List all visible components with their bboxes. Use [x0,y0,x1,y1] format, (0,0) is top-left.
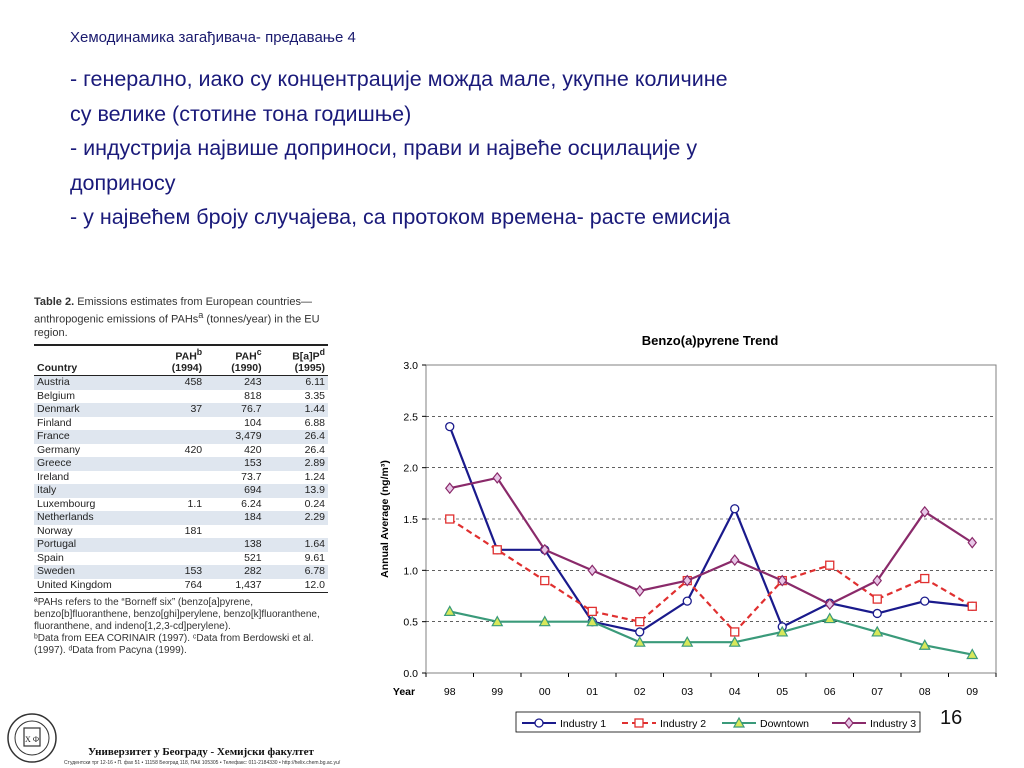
col-pah-1990: PAH$^c$ (1990) [205,345,264,376]
cell-pah-1990: 243 [205,376,264,390]
bullet-list [70,62,970,235]
data-point [588,607,596,615]
cell-bap-1995: 0.24 [304,497,325,510]
x-tick-label: 04 [728,686,741,698]
x-tick-label: 07 [871,686,884,698]
data-point [731,505,739,513]
cell-pah-1990: 6.24 [241,497,262,510]
cell-pah-1994: 153 [146,565,205,579]
cell-country: Denmark [34,403,146,417]
data-point [826,561,834,569]
cell-pah-1994 [146,552,205,566]
table-row [34,390,328,404]
cell-pah-1990: 104 [244,416,262,429]
y-tick-label: 0.5 [403,616,418,629]
cell-bap-1995: 6.11 [265,376,328,390]
cell-pah-1990: 153 [205,457,264,471]
chart-title: Benzo(a)pyrene Trend [641,333,779,348]
cell-pah-1994: 764 [146,579,205,593]
emissions-table [34,296,328,657]
cell-pah-1990: 73.7 [241,470,262,483]
cell-country: Sweden [34,565,146,579]
cell-pah-1990: 76.7 [205,403,264,417]
cell-pah-1994 [146,471,205,485]
data-point [683,597,691,605]
x-tick-label: 03 [681,686,694,698]
cell-country: Portugal [34,538,146,552]
data-point [731,628,739,636]
table-row [34,471,328,485]
cell-pah-1994 [146,511,205,525]
legend-label: Industry 3 [870,718,917,730]
footer-university: Универзитет у Београду - Хемијски факултет [88,746,314,758]
table-caption-text: Emissions estimates from European countries—anthropogenic emissions of PAHs [34,296,312,326]
data-point [446,515,454,523]
table-caption [34,296,328,340]
cell-bap-1995 [265,525,328,539]
page-number: 16 [940,707,963,729]
cell-pah-1990: 1,437 [205,579,264,593]
y-tick-label: 2.0 [403,462,418,475]
table-row [34,403,328,417]
bullet-line-4: доприносу [70,170,176,195]
table-header-row [34,345,328,376]
x-tick-label: 09 [966,686,979,698]
x-tick-label: 01 [586,686,599,698]
data-point [636,628,644,636]
cell-country: Netherlands [34,511,146,525]
data-point [873,595,881,603]
legend-label: Downtown [760,718,810,730]
data-point [541,577,549,585]
table-row [34,417,328,431]
cell-country: Ireland [37,470,70,483]
slide-header: Хемодинамика загађивача- предавање 4 [70,29,356,46]
cell-pah-1990: 694 [205,484,264,498]
cell-pah-1990: 138 [205,538,264,552]
cell-country: Greece [34,457,146,471]
data-point [873,609,881,617]
cell-bap-1995: 3.35 [304,389,325,402]
table-row [34,511,328,525]
cell-pah-1994 [146,538,205,552]
y-tick-label: 3.0 [403,360,418,372]
cell-pah-1994: 420 [184,443,203,456]
x-tick-label: 05 [776,686,789,698]
x-tick-label: 08 [918,686,931,698]
legend-marker [635,719,643,727]
bullet-line-5: - у највећем броју случајева, са протоком времена- расте емисија [70,205,731,229]
cell-bap-1995: 1.64 [265,538,328,552]
bullet-line-1: - генерално, иако су концентрације можда мале, укупне количине [70,67,728,91]
table-caption-label: Table 2. [34,296,75,308]
cell-bap-1995: 6.88 [304,416,325,429]
cell-pah-1990: 521 [244,551,262,564]
table-row [34,579,328,593]
cell-pah-1990: 282 [205,565,264,579]
cell-pah-1994 [146,390,205,404]
cell-bap-1995: 2.29 [265,511,328,525]
logo-text: Х Ф [24,735,40,744]
x-tick-label: 02 [633,686,646,698]
x-tick-label: 00 [538,686,551,698]
table-caption-sup: a [198,310,204,320]
cell-country: Finland [37,416,72,429]
cell-pah-1990: 184 [205,511,264,525]
col-bap-1995: $B[a]P^d$ (1995) [265,345,328,376]
table-row [34,376,328,390]
table-note-2: ᵇData from EEA CORINAIR (1997). ᶜData from Berdowski et al. (1997). ᵈData from Pacyna (1999). [34,633,314,657]
y-tick-label: 2.5 [403,411,418,424]
data-point [921,575,929,583]
cell-country: Austria [34,376,146,390]
cell-pah-1994: 458 [146,376,205,390]
legend-label: Industry 2 [660,718,707,730]
col-pah-1994: PAH$^b$ (1994) [146,345,205,376]
cell-bap-1995: 12.0 [265,579,328,593]
table-row [34,430,328,444]
cell-pah-1994 [146,430,205,444]
bullet-line-2: су велике (стотине тона годишње) [70,101,412,126]
table-notes [34,597,328,657]
x-tick-label: 99 [491,686,504,698]
cell-pah-1990 [205,525,264,539]
cell-country: Italy [34,484,146,498]
cell-bap-1995: 9.61 [304,551,325,564]
cell-pah-1990: 3,479 [205,430,264,444]
university-logo [4,712,60,764]
y-tick-label: 0.0 [403,668,418,680]
cell-bap-1995: 26.4 [304,443,325,456]
bullet-line-3: - индустрија највише доприноси, прави и највеће осцилације у [70,136,698,160]
table-row [34,538,328,552]
footer-contact: Студентски трг 12-16 • П. фах 51 • 11158 Београд 118, ПАК 105305 • Телефакс: 011-2184330 • http://helix.chem.bg.ac.yu/ [64,760,341,766]
cell-country: Spain [37,551,64,564]
cell-pah-1994 [146,417,205,431]
cell-bap-1995: 26.4 [265,430,328,444]
cell-pah-1994: 37 [146,403,205,417]
data-point [636,618,644,626]
cell-country: Norway [37,524,73,537]
y-tick-label: 1.0 [403,565,418,578]
cell-country: Luxembourg [37,497,96,510]
cell-pah-1990: 420 [244,443,262,456]
y-tick-label: 1.5 [403,514,418,526]
cell-bap-1995: 6.78 [265,565,328,579]
cell-country: Belgium [37,389,75,402]
table-grid [34,344,328,594]
table-note-1: ªPAHs refers to the “Borneff six” (benzo[a]pyrene, benzo[b]fluoranthene, benzo[ghi]perylene, benzo[k]fluoranthene, fluoranthene, and indeno[1,2,3-cd]perylene). [34,597,320,633]
cell-country: United Kingdom [34,579,146,593]
bap-trend-chart [360,325,1010,735]
cell-pah-1994: 181 [184,524,203,537]
cell-country: France [34,430,146,444]
cell-pah-1994 [146,457,205,471]
data-point [968,602,976,610]
data-point [921,597,929,605]
x-tick-label: 06 [823,686,836,698]
table-row [34,444,328,458]
table-row [34,484,328,498]
data-point [446,423,454,431]
cell-bap-1995: 2.89 [265,457,328,471]
col-country: Country [34,345,146,376]
cell-pah-1994: 1.1 [187,497,203,510]
cell-country: Germany [37,443,81,456]
table-row [34,525,328,539]
legend-label: Industry 1 [560,718,607,730]
cell-bap-1995: 13.9 [265,484,328,498]
cell-pah-1994 [146,484,205,498]
table-caption-tail: (tonnes/year) in the EU region. [34,313,320,339]
table-row [34,552,328,566]
chart-svg [360,325,1010,735]
cell-pah-1990: 818 [244,389,262,402]
legend-marker [535,719,543,727]
table-row [34,565,328,579]
table-row [34,457,328,471]
y-axis-label: Annual Average (ng/m³) [379,460,391,578]
x-tick-label: 98 [443,686,456,698]
data-point [493,546,501,554]
cell-bap-1995: 1.44 [265,403,328,417]
x-axis-label: Year [392,686,416,698]
cell-bap-1995: 1.24 [304,470,325,483]
table-row [34,498,328,512]
